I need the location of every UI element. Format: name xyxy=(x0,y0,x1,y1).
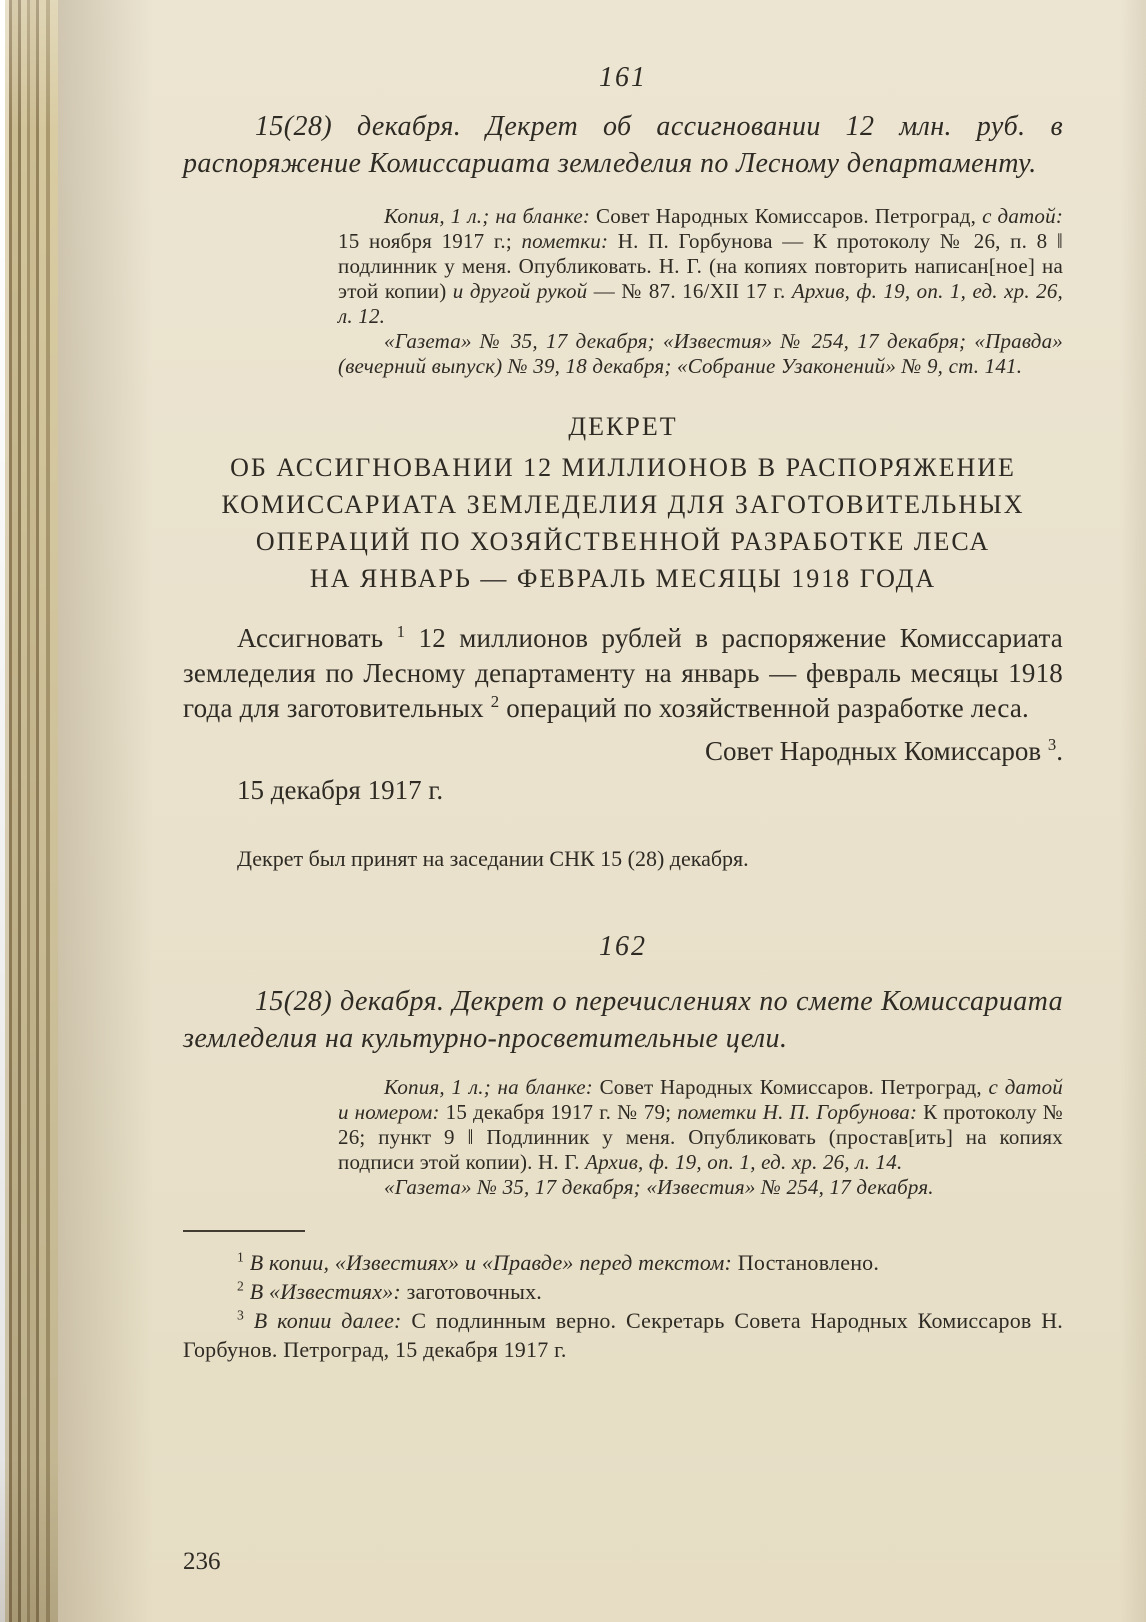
footnote-3: $^3$ В копии далее: С подлинным верно. Секретарь Совета Народных Комиссаров Н. Горбунов. Петроград, 15 декабря 1917 г. xyxy=(183,1307,1063,1362)
footnote-2: $^2$ В «Известиях»: заготовочных. xyxy=(237,1278,542,1304)
editorial-note: Декрет был принят на заседании СНК 15 (28) декабря. xyxy=(237,846,749,871)
entry-number-162: 162 xyxy=(599,931,647,962)
signature-line: Совет Народных Комиссаров $^3$. xyxy=(704,735,1063,766)
decree-title xyxy=(183,449,1063,597)
footnotes-block xyxy=(183,1248,1063,1364)
decree-title-line-2: КОМИССАРИАТА ЗЕМЛЕДЕЛИЯ ДЛЯ ЗАГОТОВИТЕЛЬНЫХ xyxy=(221,490,1025,519)
archival-note-161 xyxy=(338,204,1063,379)
footnote-1: $^1$ В копии, «Известиях» и «Правде» перед текстом: Постановлено. xyxy=(237,1249,880,1275)
decree-title-line-3: ОПЕРАЦИЙ ПО ХОЗЯЙСТВЕННОЙ РАЗРАБОТКЕ ЛЕСА xyxy=(255,527,991,556)
decree-title-line-1: ОБ АССИГНОВАНИИ 12 МИЛЛИОНОВ В РАСПОРЯЖЕНИЕ xyxy=(230,453,1016,482)
decree-title-line-4: НА ЯНВАРЬ — ФЕВРАЛЬ МЕСЯЦЫ 1918 ГОДА xyxy=(309,564,937,593)
archival-note-162-text: Копия, 1 л.; на бланке: Совет Народных Комиссаров. Петроград, с датой и номером: 15 декабря 1917 г. № 79; пометки Н. П. Горбунова: К протоколу № 26; пункт 9 ‖ Подлинник у меня. Опубликовать (простав[ить] на копиях подписи этой копии). Н. Г. Архив, ф. 19, оп. 1, ед. хр. 26, л. 14. xyxy=(338,1075,1064,1174)
footnote-rule xyxy=(183,1230,305,1232)
decree-date: 15 декабря 1917 г. xyxy=(237,775,444,805)
page-number: 236 xyxy=(183,1548,221,1575)
decree-heading: ДЕКРЕТ xyxy=(568,412,678,441)
publication-note-162: «Газета» № 35, 17 декабря; «Известия» № 254, 17 декабря. xyxy=(384,1175,934,1199)
entry-162-heading: 15(28) декабря. Декрет о перечислениях по смете Комиссариата земледелия на культурно-просветительные цели. xyxy=(183,986,1063,1054)
decree-body: Ассигновать $^1$ 12 миллионов рублей в распоряжение Комиссариата земледелия по Лесному департаменту на январь — февраль месяцы 1918 года для заготовительных $^2$ операций по хозяйственной разработке леса. xyxy=(183,622,1063,723)
entry-161-heading: 15(28) декабря. Декрет об ассигновании 12 млн. руб. в распоряжение Комиссариата земледелия по Лесному департаменту. xyxy=(183,111,1063,179)
archival-note-162 xyxy=(338,1075,1063,1200)
publication-note-161: «Газета» № 35, 17 декабря; «Известия» № 254, 17 декабря; «Правда» (вечерний выпуск) № 39, 18 декабря; «Собрание Узаконений» № 9, ст. 141. xyxy=(338,329,1063,378)
entry-number-161: 161 xyxy=(599,62,647,93)
archival-note-161-text: Копия, 1 л.; на бланке: Совет Народных Комиссаров. Петроград, с датой: 15 ноября 1917 г.; пометки: Н. П. Горбунова — К протоколу № 26, п. 8 ‖ подлинник у меня. Опубликовать. Н. Г. (на копиях повторить написан[ное] на этой копии) и другой рукой — № 87. 16/XII 17 г. Архив, ф. 19, оп. 1, ед. хр. 26, л. 12. xyxy=(338,204,1064,328)
